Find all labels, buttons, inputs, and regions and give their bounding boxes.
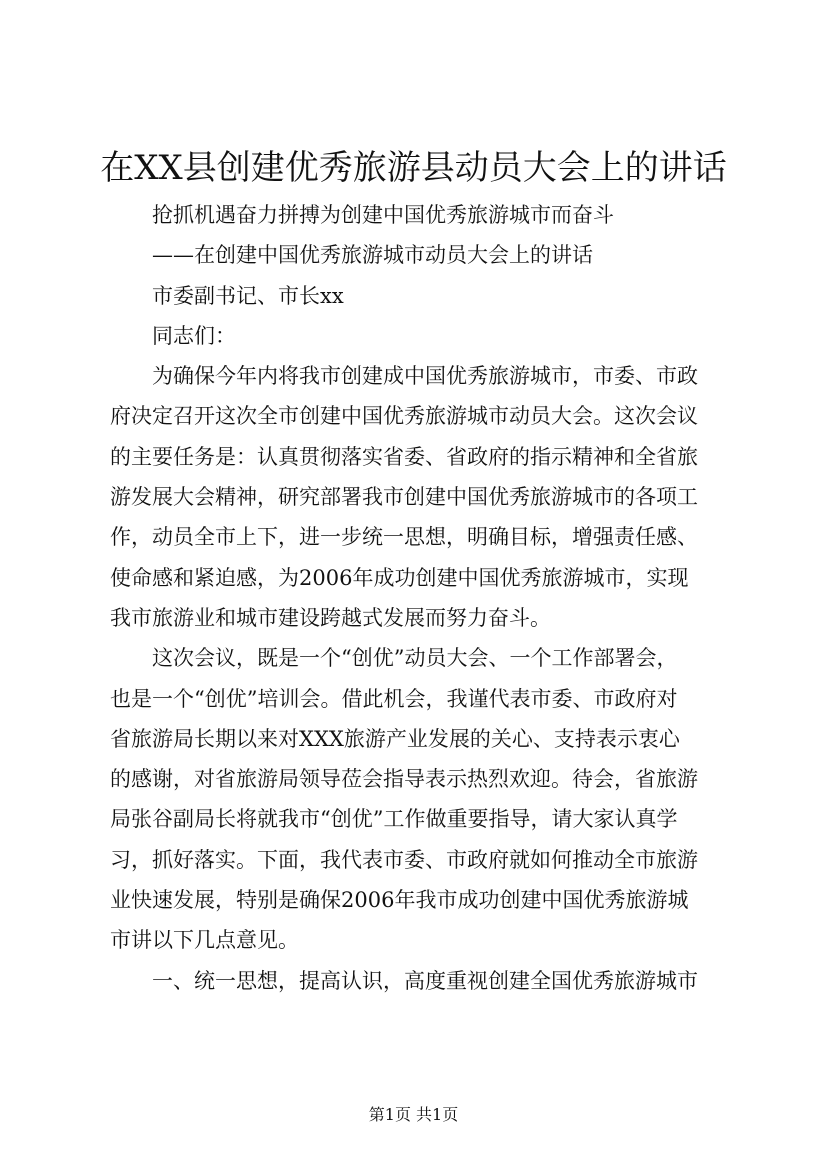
paragraph1-line: 游发展大会精神，研究部署我市创建中国优秀旅游城市的各项工 bbox=[110, 485, 698, 510]
paragraph2-line: 这次会议，既是一个“创优”动员大会、一个工作部署会， bbox=[152, 646, 678, 671]
paragraph2-line: 习，抓好落实。下面，我代表市委、市政府就如何推动全市旅游 bbox=[110, 847, 698, 872]
paragraph1-line: 的主要任务是：认真贯彻落实省委、省政府的指示精神和全省旅 bbox=[110, 444, 698, 469]
paragraph1-line: 我市旅游业和城市建设跨越式发展而努力奋斗。 bbox=[110, 605, 551, 630]
subheading: ——在创建中国优秀旅游城市动员大会上的讲话 bbox=[152, 243, 593, 268]
paragraph1-line: 使命感和紧迫感，为2006年成功创建中国优秀旅游城市，实现 bbox=[110, 565, 689, 590]
greeting-line: 同志们： bbox=[152, 323, 236, 348]
paragraph1-line: 作，动员全市上下，进一步统一思想，明确目标，增强责任感、 bbox=[110, 525, 698, 550]
section-heading: 一、统一思想，提高认识，高度重视创建全国优秀旅游城市 bbox=[152, 968, 698, 993]
document-body bbox=[110, 195, 740, 1001]
paragraph2-line: 局张谷副局长将就我市“创优”工作做重要指导，请大家认真学 bbox=[110, 807, 678, 832]
paragraph2-line: 业快速发展，特别是确保2006年我市成功创建中国优秀旅游城 bbox=[110, 888, 689, 913]
speaker-line: 市委副书记、市长xx bbox=[152, 283, 344, 308]
paragraph2-line: 市讲以下几点意见。 bbox=[110, 928, 299, 953]
paragraph2-line: 也是一个“创优”培训会。借此机会，我谨代表市委、市政府对 bbox=[110, 686, 678, 711]
page-footer: 第1页 共1页 bbox=[368, 1105, 459, 1124]
document-title: 在XX县创建优秀旅游县动员大会上的讲话 bbox=[100, 148, 727, 188]
paragraph1-line: 府决定召开这次全市创建中国优秀旅游城市动员大会。这次会议 bbox=[110, 404, 698, 429]
subtitle: 抢抓机遇奋力拼搏为创建中国优秀旅游城市而奋斗 bbox=[152, 203, 614, 227]
paragraph2-line: 的感谢，对省旅游局领导莅会指导表示热烈欢迎。待会，省旅游 bbox=[110, 767, 698, 792]
paragraph2-line: 省旅游局长期以来对XXX旅游产业发展的关心、支持表示衷心 bbox=[110, 726, 680, 751]
paragraph1-line: 为确保今年内将我市创建成中国优秀旅游城市，市委、市政 bbox=[152, 364, 698, 389]
